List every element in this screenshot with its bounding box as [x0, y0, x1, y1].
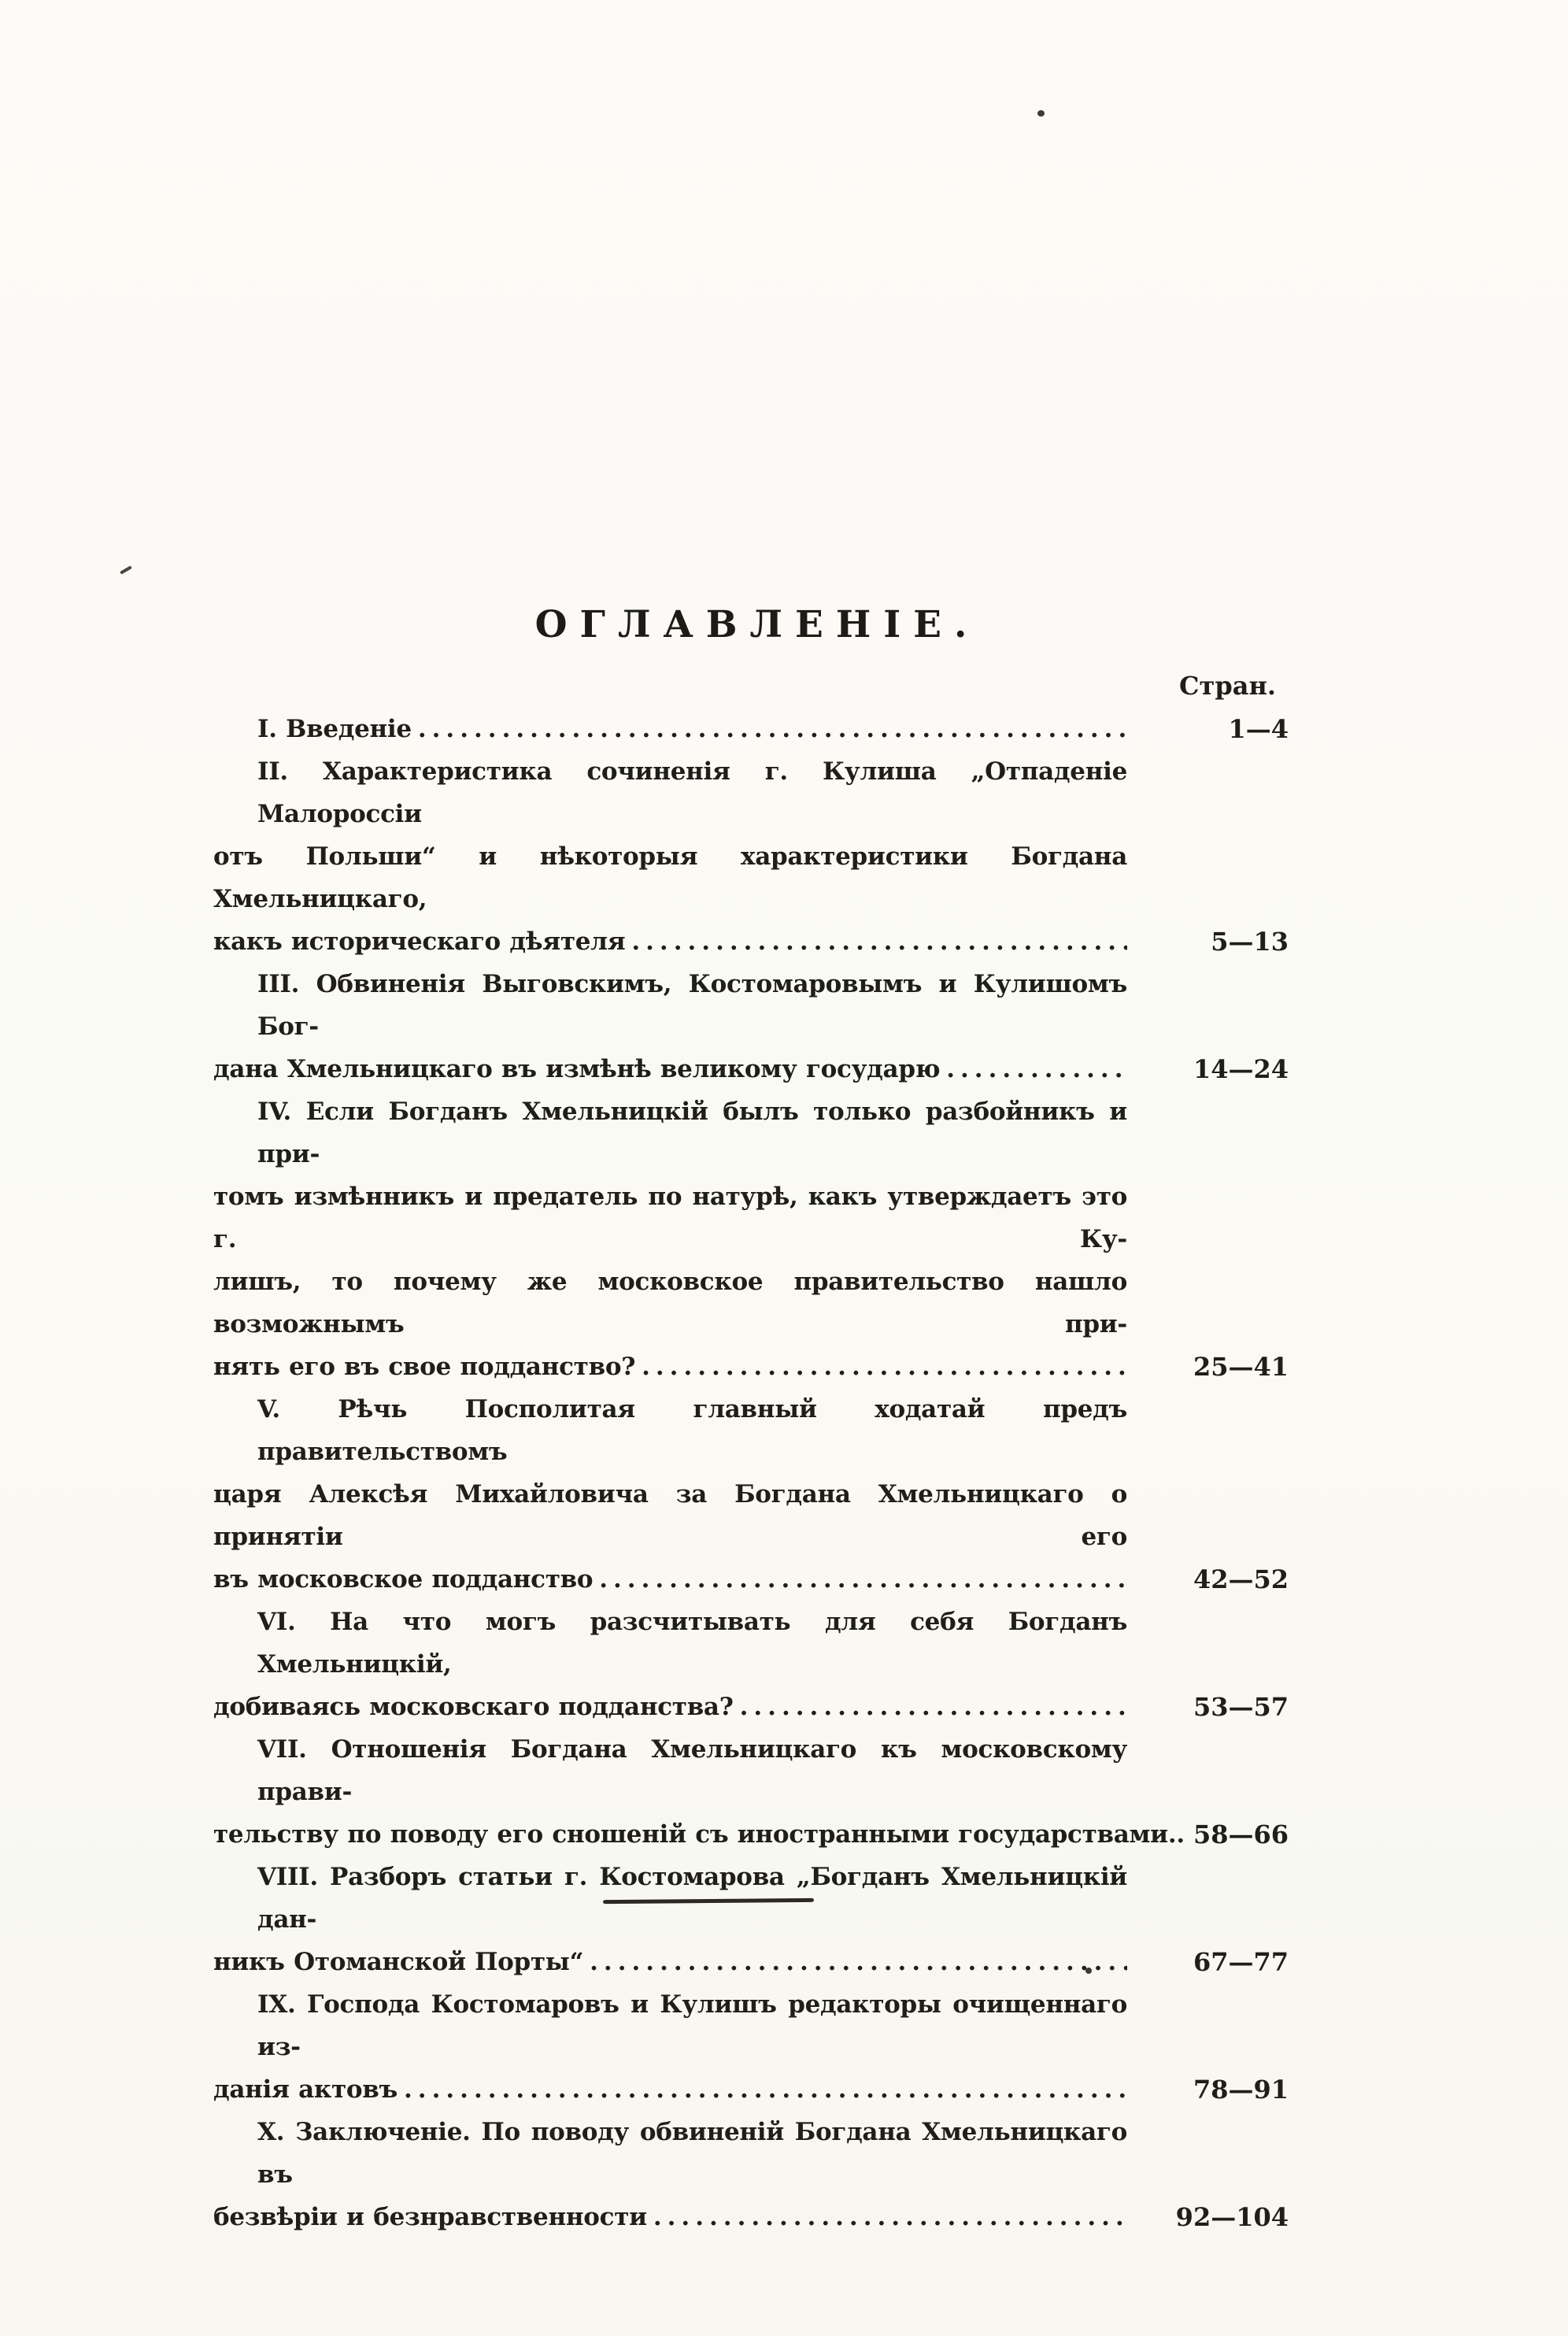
entry-pages: 92—104 — [1175, 2202, 1289, 2232]
toc-line — [213, 1941, 1127, 1983]
entry-pages: 1—4 — [1228, 714, 1289, 744]
toc-line: томъ измѣнникъ и предатель по натурѣ, какъ утверждаетъ это г. Ку- — [213, 1183, 1127, 1253]
entry-body — [213, 1728, 1185, 1856]
toc-line-text: дана Хмельницкаго въ измѣнѣ великому государю — [213, 1055, 941, 1083]
entry-body — [213, 1388, 1127, 1601]
toc-line — [213, 2068, 1127, 2111]
scan-speck — [1085, 1968, 1092, 1974]
entry-pages: 14—24 — [1193, 1054, 1289, 1084]
entry-body — [213, 1601, 1127, 1728]
toc-line: отъ Польши“ и нѣкоторыя характеристики Богдана Хмельницкаго, — [213, 842, 1127, 913]
dot-leader — [599, 1558, 1127, 1601]
toc-line-text: тельству по поводу его сношеній съ иностранными государствами.. — [213, 1820, 1185, 1849]
toc-line — [213, 1686, 1127, 1728]
toc-line — [213, 1346, 1127, 1388]
toc-line-text: въ московское подданство — [213, 1565, 594, 1594]
dot-leader — [653, 2196, 1127, 2238]
entry-pages: 53—57 — [1193, 1692, 1289, 1722]
toc-entry — [213, 2111, 1289, 2238]
toc-entry — [213, 1388, 1289, 1601]
toc-entry — [213, 1090, 1289, 1388]
dot-leader — [404, 2068, 1127, 2111]
toc-line: V. Рѣчь Посполитая главный ходатай предъ правительствомъ — [257, 1395, 1127, 1466]
entry-body — [213, 1856, 1127, 1983]
toc-line: VII. Отношенія Богдана Хмельницкаго къ московскому прави- — [257, 1735, 1127, 1806]
toc-line: лишъ, то почему же московское правительство нашло возможнымъ при- — [213, 1268, 1127, 1338]
toc-line-text: нять его въ свое подданство? — [213, 1353, 636, 1381]
dot-leader — [642, 1346, 1127, 1388]
toc-line — [213, 920, 1127, 963]
toc-line: X. Заключеніе. По поводу обвиненій Богдана Хмельницкаго въ — [257, 2118, 1127, 2189]
toc-line: II. Характеристика сочиненія г. Кулиша „Отпаденіе Малороссіи — [257, 757, 1127, 828]
toc — [213, 603, 1289, 2238]
toc-line — [213, 2196, 1127, 2238]
entry-body — [213, 750, 1127, 963]
toc-line — [213, 1558, 1127, 1601]
toc-entry — [213, 1856, 1289, 1983]
dot-leader — [740, 1686, 1127, 1728]
toc-line: IV. Если Богданъ Хмельницкій былъ только разбойникъ и при- — [257, 1098, 1127, 1168]
entry-body — [213, 963, 1127, 1090]
toc-line: VI. На что могъ разсчитывать для себя Богданъ Хмельницкій, — [257, 1608, 1127, 1679]
toc-line — [213, 1813, 1185, 1856]
dot-leader — [418, 708, 1127, 750]
toc-line-text: данія актовъ — [213, 2075, 398, 2104]
dot-leader — [590, 1941, 1127, 1983]
toc-entries — [213, 708, 1289, 2238]
entry-pages: 25—41 — [1193, 1352, 1289, 1382]
toc-line: VIII. Разборъ статьи г. Костомарова „Богданъ Хмельницкій дан- — [257, 1863, 1127, 1934]
toc-entry — [213, 1728, 1289, 1856]
toc-entry — [213, 1601, 1289, 1728]
dot-leader — [946, 1048, 1127, 1090]
entry-pages: 67—77 — [1193, 1947, 1289, 1977]
entry-pages: 58—66 — [1193, 1820, 1289, 1849]
toc-entry — [213, 750, 1289, 963]
entry-pages: 42—52 — [1193, 1564, 1289, 1594]
toc-line-text: какъ историческаго дѣятеля — [213, 927, 626, 956]
page-title: ОГЛАВЛЕНІЕ. — [534, 603, 980, 646]
toc-line — [213, 708, 1127, 750]
scan-speck — [1037, 110, 1045, 117]
toc-line: царя Алексѣя Михайловича за Богдана Хмельницкаго о принятіи его — [213, 1480, 1127, 1551]
entry-body — [213, 2111, 1127, 2238]
entry-body — [213, 1983, 1127, 2111]
pages-column-header: Стран. — [1179, 671, 1276, 701]
toc-line — [213, 1048, 1127, 1090]
scan-speck — [120, 565, 132, 574]
entry-pages: 78—91 — [1193, 2075, 1289, 2105]
toc-entry — [213, 708, 1289, 750]
toc-entry — [213, 1983, 1289, 2111]
entry-body — [213, 1090, 1127, 1388]
toc-line: IX. Господа Костомаровъ и Кулишъ редакторы очищеннаго из- — [257, 1990, 1127, 2061]
toc-line-text: никъ Отоманской Порты“ — [213, 1948, 584, 1976]
toc-line-text: добиваясь московскаго подданства? — [213, 1693, 734, 1721]
toc-line: III. Обвиненія Выговскимъ, Костомаровымъ и Кулишомъ Бог- — [257, 970, 1127, 1041]
toc-line-text: I. Введеніе — [257, 715, 412, 743]
entry-pages: 5—13 — [1211, 927, 1289, 957]
toc-line-text: безвѣріи и безнравственности — [213, 2203, 647, 2231]
toc-entry — [213, 963, 1289, 1090]
dot-leader — [631, 920, 1127, 963]
entry-body — [213, 708, 1127, 750]
